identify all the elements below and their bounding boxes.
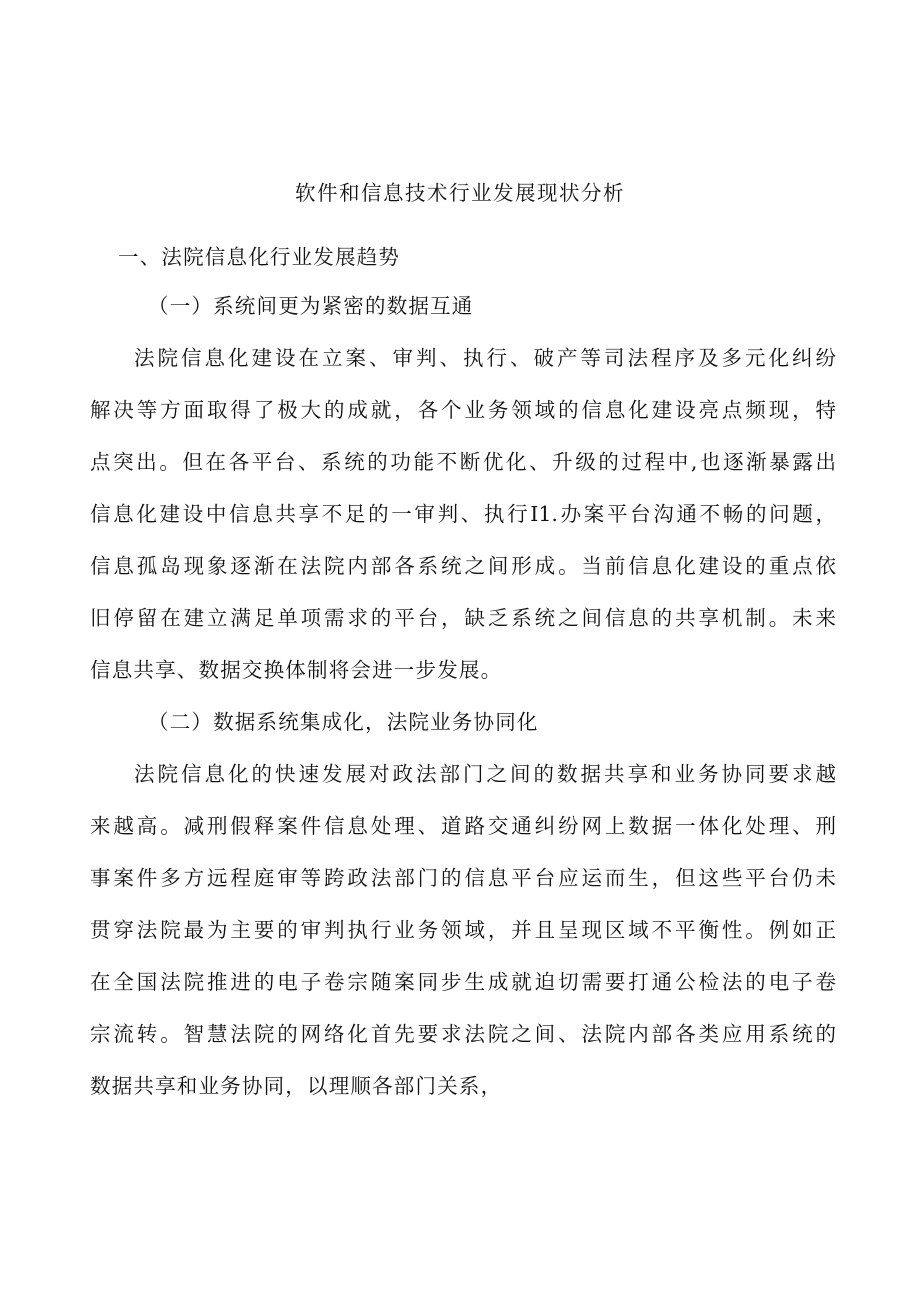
para-2-line-6: 宗流转。智慧法院的网络化首先要求法院之间、法院内部各类应用系统的 [90,1022,836,1046]
para-2-line-4: 贯穿法院最为主要的审判执行业务领域，并且呈现区域不平衡性。例如正 [90,918,836,942]
para-1-line-4: 信息化建设中信息共享不足的一审判、执行I1.办案平台沟通不畅的问题， [90,502,836,526]
para-1-line-7: 信息共享、数据交换体制将会进一步发展。 [90,658,503,682]
para-2-line-3: 事案件多方远程庭审等跨政法部门的信息平台应运而生，但这些平台仍未 [90,866,836,890]
para-1-line-5: 信息孤岛现象逐渐在法院内部各系统之间形成。当前信息化建设的重点依 [90,554,836,578]
para-2-line-2: 来越高。减刑假释案件信息处理、道路交通纠纷网上数据一体化处理、刑 [90,814,836,838]
para-1-line-3: 点突出。但在各平台、系统的功能不断优化、升级的过程中,也逐渐暴露出 [90,450,836,474]
para-2-line-7: 数据共享和业务协同，以理顺各部门关系， [90,1074,503,1098]
para-1-line-1: 法院信息化建设在立案、审判、执行、破产等司法程序及多元化纠纷 [134,346,836,370]
subheading-1: （一）系统间更为紧密的数据互通 [148,294,474,318]
subheading-2: （二）数据系统集成化，法院业务协同化 [148,710,539,734]
para-2-line-1: 法院信息化的快速发展对政法部门之间的数据共享和业务协同要求越 [134,762,836,786]
para-1-line-6: 旧停留在建立满足单项需求的平台，缺乏系统之间信息的共享机制。未来 [90,606,836,630]
para-2-line-5: 在全国法院推进的电子卷宗随案同步生成就迫切需要打通公检法的电子卷 [90,970,836,994]
para-1-line-2: 解决等方面取得了极大的成就，各个业务领域的信息化建设亮点频现，特 [90,398,836,422]
heading-1: 一、法院信息化行业发展趋势 [118,245,401,269]
document-title: 软件和信息技术行业发展现状分析 [295,181,625,205]
